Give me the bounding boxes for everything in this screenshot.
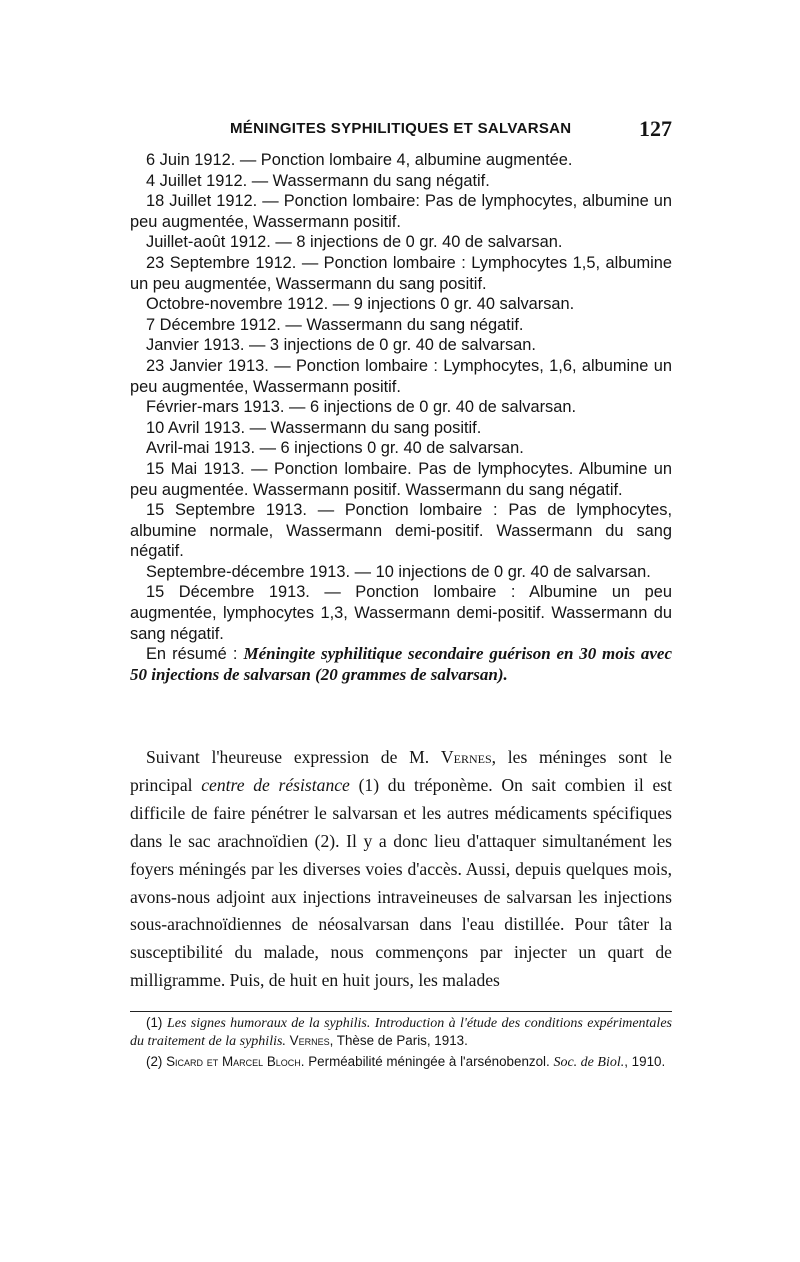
- footnote-1: [130, 1015, 672, 1050]
- footnote-author: Vernes: [285, 1032, 330, 1048]
- summary-text: Méningite syphilitique secondaire guérison en 30 mois avec 50 injections de salvarsan (20 grammes de salvarsan).: [130, 644, 672, 684]
- log-entry: Février-mars 1913. — 6 injections de 0 gr. 40 de salvarsan.: [146, 398, 577, 417]
- author-name: Vernes: [440, 747, 492, 767]
- log-entry: Janvier 1913. — 3 injections de 0 gr. 40 de salvarsan.: [146, 336, 536, 355]
- footnotes: [130, 1015, 672, 1076]
- log-entry: 23 Septembre 1912. — Ponction lombaire : Lymphocytes 1,5, albumine un peu augmentée, Wassermann du sang positif.: [130, 253, 672, 293]
- page-number: 127: [639, 116, 672, 141]
- footnote-2: [130, 1054, 672, 1072]
- body-text-part: Suivant l'heureuse expression de M.: [146, 747, 441, 767]
- body-text-part: , les méninges sont le principal: [130, 747, 672, 795]
- log-entry: Avril-mai 1913. — 6 injections 0 gr. 40 de salvarsan.: [146, 439, 524, 458]
- log-entry: 15 Décembre 1913. — Ponction lombaire : Albumine un peu augmentée, lymphocytes 1,3, Wassermann demi-positif. Wassermann du sang négatif.: [130, 583, 672, 643]
- emphasis-term: centre de résistance: [201, 774, 350, 795]
- footnote-marker: (1): [146, 1015, 167, 1030]
- footnote-source: Soc. de Biol.: [553, 1055, 625, 1070]
- footnote-divider: [130, 1011, 672, 1012]
- log-entry: 10 Avril 1913. — Wassermann du sang positif.: [146, 418, 482, 437]
- body-text-part: (1) du tréponème. On sait combien il est difficile de faire pénétrer le salvarsan et les autres médicaments spécifiques dans le sac arachnoïdien (2). Il y a donc lieu d'attaquer simultanément les foyers méningés par les diverses voies d'accès. Aussi, depuis quelques mois, avons-nous adjoint aux injections intraveineuses de salvarsan les injections sous-arachnoïdiennes de néosalvarsan dans l'eau distillée. Pour tâter la susceptibilité du malade, nous commençons par injecter un quart de milligramme. Puis, de huit en huit jours, les malades: [130, 774, 673, 991]
- log-entry: 23 Janvier 1913. — Ponction lombaire : Lymphocytes, 1,6, albumine un peu augmentée, Wassermann positif.: [130, 356, 672, 396]
- summary-paragraph: [130, 644, 672, 685]
- log-entry: 6 Juin 1912. — Ponction lombaire 4, albumine augmentée.: [146, 151, 573, 169]
- log-entry: 7 Décembre 1912. — Wassermann du sang négatif.: [146, 315, 524, 334]
- main-paragraph: [130, 744, 672, 995]
- footnote-title: Les signes humoraux de la syphilis. Introduction à l'étude des conditions expérimentales du traitement de la syphilis.: [130, 1016, 672, 1049]
- footnote-text: . Perméabilité méningée à l'arsénobenzol.: [300, 1054, 554, 1069]
- log-entry: 15 Septembre 1913. — Ponction lombaire : Pas de lymphocytes, albumine normale, Wassermann demi-positif. Wassermann du sang négatif.: [130, 501, 672, 561]
- log-entry: 4 Juillet 1912. — Wassermann du sang négatif.: [146, 171, 490, 190]
- footnote-marker: (2): [146, 1054, 167, 1069]
- log-entry: Septembre-décembre 1913. — 10 injections de 0 gr. 40 de salvarsan.: [146, 562, 651, 581]
- running-title: MÉNINGITES SYPHILITIQUES ET SALVARSAN: [230, 120, 572, 137]
- log-entry: Juillet-août 1912. — 8 injections de 0 gr. 40 de salvarsan.: [146, 233, 563, 252]
- body-paragraph: [130, 744, 672, 995]
- footnote-text: , Thèse de Paris, 1913.: [329, 1032, 468, 1048]
- footnote-text: , 1910.: [624, 1054, 666, 1069]
- summary-lead: En résumé :: [146, 645, 244, 664]
- footnote-author: Sicard et Marcel Bloch: [166, 1054, 301, 1069]
- log-entry: 15 Mai 1913. — Ponction lombaire. Pas de lymphocytes. Albumine un peu augmentée. Wassermann positif. Wassermann du sang négatif.: [130, 459, 672, 499]
- running-header: [130, 118, 672, 142]
- case-log: [130, 150, 672, 685]
- log-entry: Octobre-novembre 1912. — 9 injections 0 gr. 40 salvarsan.: [146, 295, 575, 314]
- log-entry: 18 Juillet 1912. — Ponction lombaire: Pas de lymphocytes, albumine un peu augmentée, Wassermann positif.: [130, 192, 672, 231]
